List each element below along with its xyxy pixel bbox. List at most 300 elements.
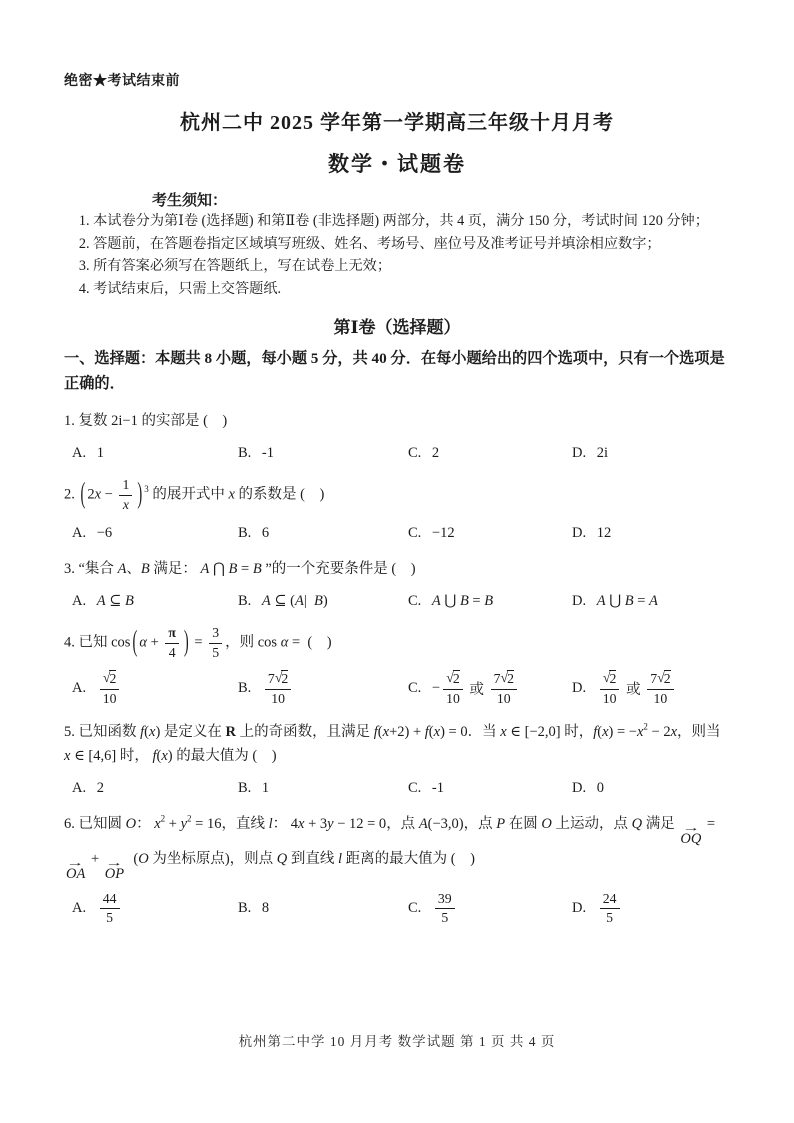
math-variable: A: [96, 592, 106, 609]
math-text: −12: [431, 524, 455, 541]
math-variable: A: [117, 561, 127, 578]
radical-sign: √: [102, 670, 111, 686]
question-5-options: [64, 777, 730, 799]
fraction: [491, 670, 517, 707]
math-variable: A: [418, 816, 428, 833]
option-label: D.: [572, 900, 590, 917]
math-variable: x: [670, 724, 678, 741]
question-4: [64, 625, 730, 707]
question-6-option-d: [572, 891, 730, 927]
option-body: [262, 525, 269, 542]
math-text: +: [165, 816, 181, 833]
superscript: 2: [643, 721, 648, 732]
vector: [66, 857, 86, 882]
question-3-option-d: [572, 590, 730, 612]
math-variable: O: [125, 816, 137, 833]
math-variable: O: [138, 851, 149, 868]
option-body: [432, 445, 439, 462]
math-text: = 16: [191, 816, 222, 833]
math-text: ⊆ (: [270, 592, 296, 609]
math-variable: A: [596, 592, 606, 609]
question-1-option-b: [238, 442, 408, 464]
math-variable: α: [139, 634, 147, 651]
question-3-option-c: [408, 590, 572, 612]
text: 的最大值为 ( ): [172, 748, 277, 765]
math-text: 7: [650, 671, 658, 687]
question-3: [64, 557, 730, 612]
math-variable: O: [541, 816, 552, 833]
option-body: [262, 445, 274, 462]
question-6-options: [64, 891, 730, 927]
math-variable: f: [373, 724, 378, 741]
question-5-option-b: [238, 777, 408, 799]
math-text: 4: [168, 644, 176, 660]
text: 6. 已知圆: [64, 816, 126, 833]
math-variable: P: [496, 816, 506, 833]
math-variable: B: [624, 592, 634, 609]
math-text: +2) +: [389, 724, 425, 741]
math-text: 1: [96, 444, 104, 461]
math-text: ⋃: [440, 592, 460, 609]
math-variable: α: [280, 634, 289, 651]
math-variable: A: [649, 592, 658, 609]
fraction: [600, 670, 620, 707]
question-2-option-a: [72, 522, 238, 544]
question-2-option-b: [238, 522, 408, 544]
radicand: 2: [609, 671, 617, 687]
classification-banner: 绝密★考试结束前: [64, 74, 180, 89]
question-5-option-d: [572, 777, 730, 799]
math-text: =: [703, 816, 719, 833]
option-body: [97, 593, 134, 610]
square-root: [603, 670, 616, 688]
math-text: 10: [653, 690, 668, 706]
text: ”的一个充要条件是 ( ): [261, 561, 416, 578]
math-variable: A: [261, 592, 271, 609]
math-text: ⋂: [209, 561, 229, 578]
math-variable: x: [433, 724, 441, 741]
notice-item-3: 3. 所有答案必须写在答题纸上，写在试卷上无效；: [78, 258, 392, 274]
option-label: D.: [572, 444, 590, 461]
question-1: [64, 409, 730, 464]
math-text: (: [144, 724, 149, 741]
option-body: [97, 670, 123, 707]
text: ：: [272, 816, 291, 833]
question-3-option-a: [72, 590, 238, 612]
text: ( ): [300, 634, 332, 651]
fraction-denominator: [166, 644, 179, 662]
math-text: 7: [267, 671, 275, 687]
text: 上运动，点: [551, 816, 632, 833]
fraction-denominator: [651, 690, 671, 708]
math-text: 3: [212, 625, 220, 641]
math-variable: x: [298, 816, 305, 833]
fraction-denominator: [103, 909, 116, 927]
math-text: (: [428, 724, 434, 741]
fraction-numerator: [119, 477, 132, 496]
fraction-numerator: [435, 891, 455, 910]
question-4-options: [64, 670, 730, 707]
fraction-numerator: [100, 891, 120, 910]
question-1-option-d: [572, 442, 730, 464]
option-label: A.: [72, 680, 90, 697]
vector-name: OA: [66, 865, 86, 882]
option-body: [597, 780, 604, 797]
option-body: [262, 900, 269, 917]
math-text: (: [377, 724, 383, 741]
fraction-numerator: [209, 625, 222, 644]
text: ，则当: [677, 724, 725, 741]
text: 满足：: [149, 561, 201, 578]
math-text: 2i−1: [111, 413, 138, 429]
vector: [680, 823, 702, 847]
math-text: 8: [261, 900, 270, 917]
superscript: 2: [187, 813, 192, 824]
option-body: [597, 593, 658, 610]
vector-arrow-icon: →: [66, 857, 85, 869]
fraction-numerator: [165, 625, 179, 644]
fraction: [647, 670, 673, 707]
option-label: A.: [72, 444, 90, 461]
fraction-denominator: [438, 909, 451, 927]
text: 2.: [64, 486, 79, 503]
option-body: [432, 525, 455, 542]
radicand: 2: [507, 671, 514, 687]
math-text: + 3: [304, 816, 328, 833]
question-2-option-c: [408, 522, 572, 544]
fraction-numerator: [100, 670, 119, 690]
math-variable: B: [459, 592, 469, 609]
math-text: ) = 0: [440, 724, 468, 741]
question-2: [64, 477, 730, 544]
option-body: [262, 780, 269, 797]
option-label: C.: [408, 779, 425, 796]
square-root: [103, 670, 116, 688]
math-text: 4: [290, 816, 299, 833]
option-label: C.: [408, 444, 425, 461]
text: 到直线: [287, 851, 339, 868]
option-body: [97, 891, 123, 927]
math-variable: x: [149, 724, 156, 741]
fraction-numerator: [491, 670, 517, 690]
vector: [104, 857, 125, 882]
question-5-option-a: [72, 777, 238, 799]
text: ，点: [463, 816, 497, 833]
square-root: [275, 670, 288, 688]
vector-arrow-icon: →: [681, 823, 700, 835]
section-heading: 第Ⅰ卷（选择题）: [333, 318, 461, 337]
math-text: 2: [96, 779, 104, 796]
math-text: ∈ [−2,0]: [506, 724, 561, 741]
text: 3. “集合: [64, 561, 118, 578]
option-body: [97, 525, 112, 542]
question-4-option-d: [572, 670, 730, 707]
question-1-stem: [64, 409, 730, 433]
text: 1. 复数: [64, 413, 112, 429]
math-variable: B: [252, 561, 262, 578]
fraction: [165, 625, 179, 661]
option-label: D.: [572, 592, 590, 609]
option-body: [597, 525, 612, 542]
math-variable: x: [64, 748, 71, 765]
math-text: − 12 = 0: [333, 816, 387, 833]
fraction-numerator: [600, 891, 620, 910]
math-text: 10: [602, 690, 617, 706]
option-label: C.: [408, 592, 425, 609]
option-body: [432, 593, 493, 610]
math-variable: l: [268, 816, 273, 833]
section-intro: 一、选择题：本题共 8 小题，每小题 5 分，共 40 分．在每小题给出的四个选项中，只有一个选项是正确的．: [64, 350, 725, 392]
math-text: 10: [102, 690, 117, 706]
math-text: 10: [446, 690, 460, 706]
option-body: [97, 780, 104, 797]
text: ：: [136, 816, 155, 833]
math-variable: x: [500, 724, 507, 741]
fraction-numerator: [265, 670, 291, 690]
fraction-numerator: [647, 670, 673, 690]
option-label: C.: [408, 524, 425, 541]
question-4-option-c: [408, 670, 572, 707]
superscript: 2: [160, 813, 166, 824]
fraction-denominator: [443, 690, 463, 708]
question-2-options: [64, 522, 730, 544]
text: 为坐标原点)，则点: [148, 851, 277, 868]
exam-title: 杭州二中 2025 学年第一学期高三年级十月月考: [180, 112, 614, 134]
math-text: 12: [596, 524, 612, 541]
math-text: =: [190, 634, 207, 651]
math-text: 2: [431, 444, 440, 461]
fraction: [100, 670, 120, 707]
math-variable: x: [382, 724, 390, 741]
option-label: C.: [408, 680, 425, 697]
math-text: 1: [122, 477, 130, 492]
math-variable: x: [154, 816, 161, 833]
fraction: [435, 891, 455, 927]
math-variable: f: [424, 724, 429, 741]
math-text: =: [237, 561, 253, 578]
text: 的展开式中: [148, 486, 229, 503]
superscript: 3: [144, 484, 149, 495]
candidate-notice: [64, 189, 730, 300]
option-label: D.: [572, 524, 590, 541]
math-text: −: [431, 680, 441, 697]
math-text: 5: [606, 910, 614, 926]
text: ．当: [467, 724, 501, 741]
math-variable: x: [636, 724, 644, 741]
math-variable: B: [125, 592, 134, 609]
vector-arrow-icon: →: [105, 857, 124, 869]
math-text: 39: [437, 890, 452, 906]
question-6-option-a: [72, 891, 238, 927]
option-label: A.: [72, 779, 90, 796]
text: 时，: [116, 748, 153, 765]
question-3-stem: [64, 557, 730, 581]
text: 或: [465, 682, 488, 699]
math-bold: π: [168, 625, 176, 641]
math-variable: x: [161, 748, 168, 765]
question-1-options: [64, 442, 730, 464]
fraction: [100, 891, 120, 927]
math-text: − 2: [647, 724, 671, 741]
text: 在圆: [505, 816, 542, 833]
fraction-denominator: [209, 644, 222, 662]
vector-name: OQ: [680, 830, 702, 847]
fraction-denominator: [494, 690, 514, 708]
question-1-option-a: [72, 442, 238, 464]
text: ，则: [225, 634, 258, 651]
big-paren: (: [132, 625, 138, 659]
fraction-denominator: [100, 690, 120, 708]
question-4-option-b: [238, 670, 408, 707]
option-label: B.: [238, 524, 255, 541]
math-text: ⋃: [605, 592, 625, 609]
math-text: |: [303, 592, 315, 609]
math-variable: y: [180, 816, 188, 833]
radical-sign: √: [657, 670, 665, 686]
question-1-option-c: [408, 442, 572, 464]
text: 上的奇函数，且满足: [236, 724, 374, 741]
math-text: ): [322, 592, 328, 609]
text: 、: [126, 561, 141, 578]
math-variable: Q: [276, 851, 288, 868]
math-variable: B: [484, 592, 494, 609]
math-text: ) = −: [608, 724, 637, 741]
math-text: 5: [212, 644, 220, 660]
fraction: [600, 891, 620, 927]
question-6-option-c: [408, 891, 572, 927]
notice-item-2: 2. 答题前，在答题卷指定区域填写班级、姓名、考场号、座位号及准考证号并填涂相应数字；: [78, 235, 661, 252]
option-label: C.: [408, 900, 425, 917]
big-paren: ): [183, 625, 189, 659]
option-label: A.: [72, 592, 90, 609]
option-label: A.: [72, 900, 90, 917]
option-body: [597, 670, 677, 707]
fraction: [209, 625, 222, 661]
option-body: [597, 891, 623, 927]
math-text: ): [167, 748, 173, 765]
question-6: [64, 812, 730, 927]
math-text: =: [468, 592, 485, 609]
radicand: 2: [663, 671, 671, 687]
math-text: 6: [261, 524, 270, 541]
option-body: [262, 670, 294, 707]
math-variable: l: [338, 851, 343, 868]
option-body: [597, 445, 608, 462]
math-text: 1: [261, 779, 270, 796]
notice-item-1: 1. 本试卷分为第Ⅰ卷 (选择题) 和第Ⅱ卷 (非选择题) 两部分，共 4 页，满分 150 分，考试时间 120 分钟；: [78, 213, 709, 229]
math-text: =: [288, 634, 301, 651]
page-footer: 杭州第二中学 10 月月考 数学试题 第 1 页 共 4 页: [238, 1034, 556, 1049]
option-body: [432, 670, 520, 707]
math-variable: f: [140, 724, 145, 741]
math-variable: y: [327, 816, 334, 833]
math-bold: R: [225, 724, 237, 741]
math-text: −: [101, 486, 117, 503]
fraction-denominator: [268, 690, 288, 708]
math-text: 5: [106, 910, 114, 926]
fraction-denominator: [600, 690, 620, 708]
math-variable: f: [152, 748, 157, 765]
math-variable: x: [94, 486, 102, 503]
fraction-denominator: [120, 496, 132, 514]
exam-subtitle: 数学・试题卷: [328, 152, 466, 176]
question-5: [64, 720, 730, 799]
math-text: (−3,0): [427, 816, 464, 833]
fraction: [119, 477, 132, 513]
math-text: −6: [96, 524, 113, 541]
text: 距离的最大值为 ( ): [342, 851, 475, 868]
math-text: (: [156, 748, 162, 765]
math-text: -1: [261, 444, 275, 461]
text: 满足: [642, 816, 679, 833]
math-variable: x: [122, 496, 129, 512]
option-label: B.: [238, 592, 255, 609]
option-label: B.: [238, 444, 255, 461]
math-variable: B: [314, 592, 323, 609]
option-body: [262, 593, 328, 610]
question-3-option-b: [238, 590, 408, 612]
square-root: [501, 670, 514, 688]
math-text: =: [633, 592, 650, 609]
math-variable: A: [431, 592, 441, 609]
radical-sign: √: [602, 670, 611, 686]
text: 或: [622, 682, 645, 699]
option-label: B.: [238, 779, 255, 796]
math-variable: x: [228, 486, 235, 503]
text: 的系数是 ( ): [234, 486, 325, 503]
math-text: ⊆: [105, 592, 125, 609]
square-root: [446, 670, 459, 688]
math-text: ): [155, 724, 161, 741]
math-text: 2i: [596, 444, 609, 461]
math-text: 0: [596, 779, 604, 796]
option-label: D.: [572, 680, 590, 697]
math-variable: A: [200, 561, 210, 578]
option-body: [97, 445, 104, 462]
math-text: cos: [111, 634, 131, 651]
math-text: 5: [441, 910, 449, 926]
math-text: +: [87, 851, 103, 868]
math-text: 7: [493, 671, 501, 687]
math-variable: A: [295, 592, 304, 609]
question-6-stem: [64, 812, 730, 882]
math-variable: f: [593, 724, 598, 741]
fraction-denominator: [603, 909, 616, 927]
square-root: [657, 670, 670, 688]
text: 的实部是 ( ): [137, 413, 228, 429]
radical-sign: √: [500, 670, 509, 686]
text: 4. 已知: [64, 634, 112, 651]
text: 时，: [560, 724, 594, 741]
text: ，直线: [221, 816, 269, 833]
vector-name: OP: [104, 865, 125, 882]
fraction: [443, 670, 463, 707]
math-text: +: [146, 634, 163, 651]
question-2-option-d: [572, 522, 730, 544]
option-label: B.: [238, 900, 255, 917]
math-text: -1: [431, 779, 445, 796]
math-variable: B: [140, 561, 150, 578]
radicand: 2: [281, 671, 289, 687]
question-3-options: [64, 590, 730, 612]
option-label: B.: [238, 680, 255, 697]
text: (: [126, 851, 139, 868]
fraction-numerator: [600, 670, 619, 690]
math-variable: x: [602, 724, 609, 741]
option-label: D.: [572, 779, 590, 796]
big-paren: ): [137, 477, 143, 511]
math-variable: B: [228, 561, 238, 578]
